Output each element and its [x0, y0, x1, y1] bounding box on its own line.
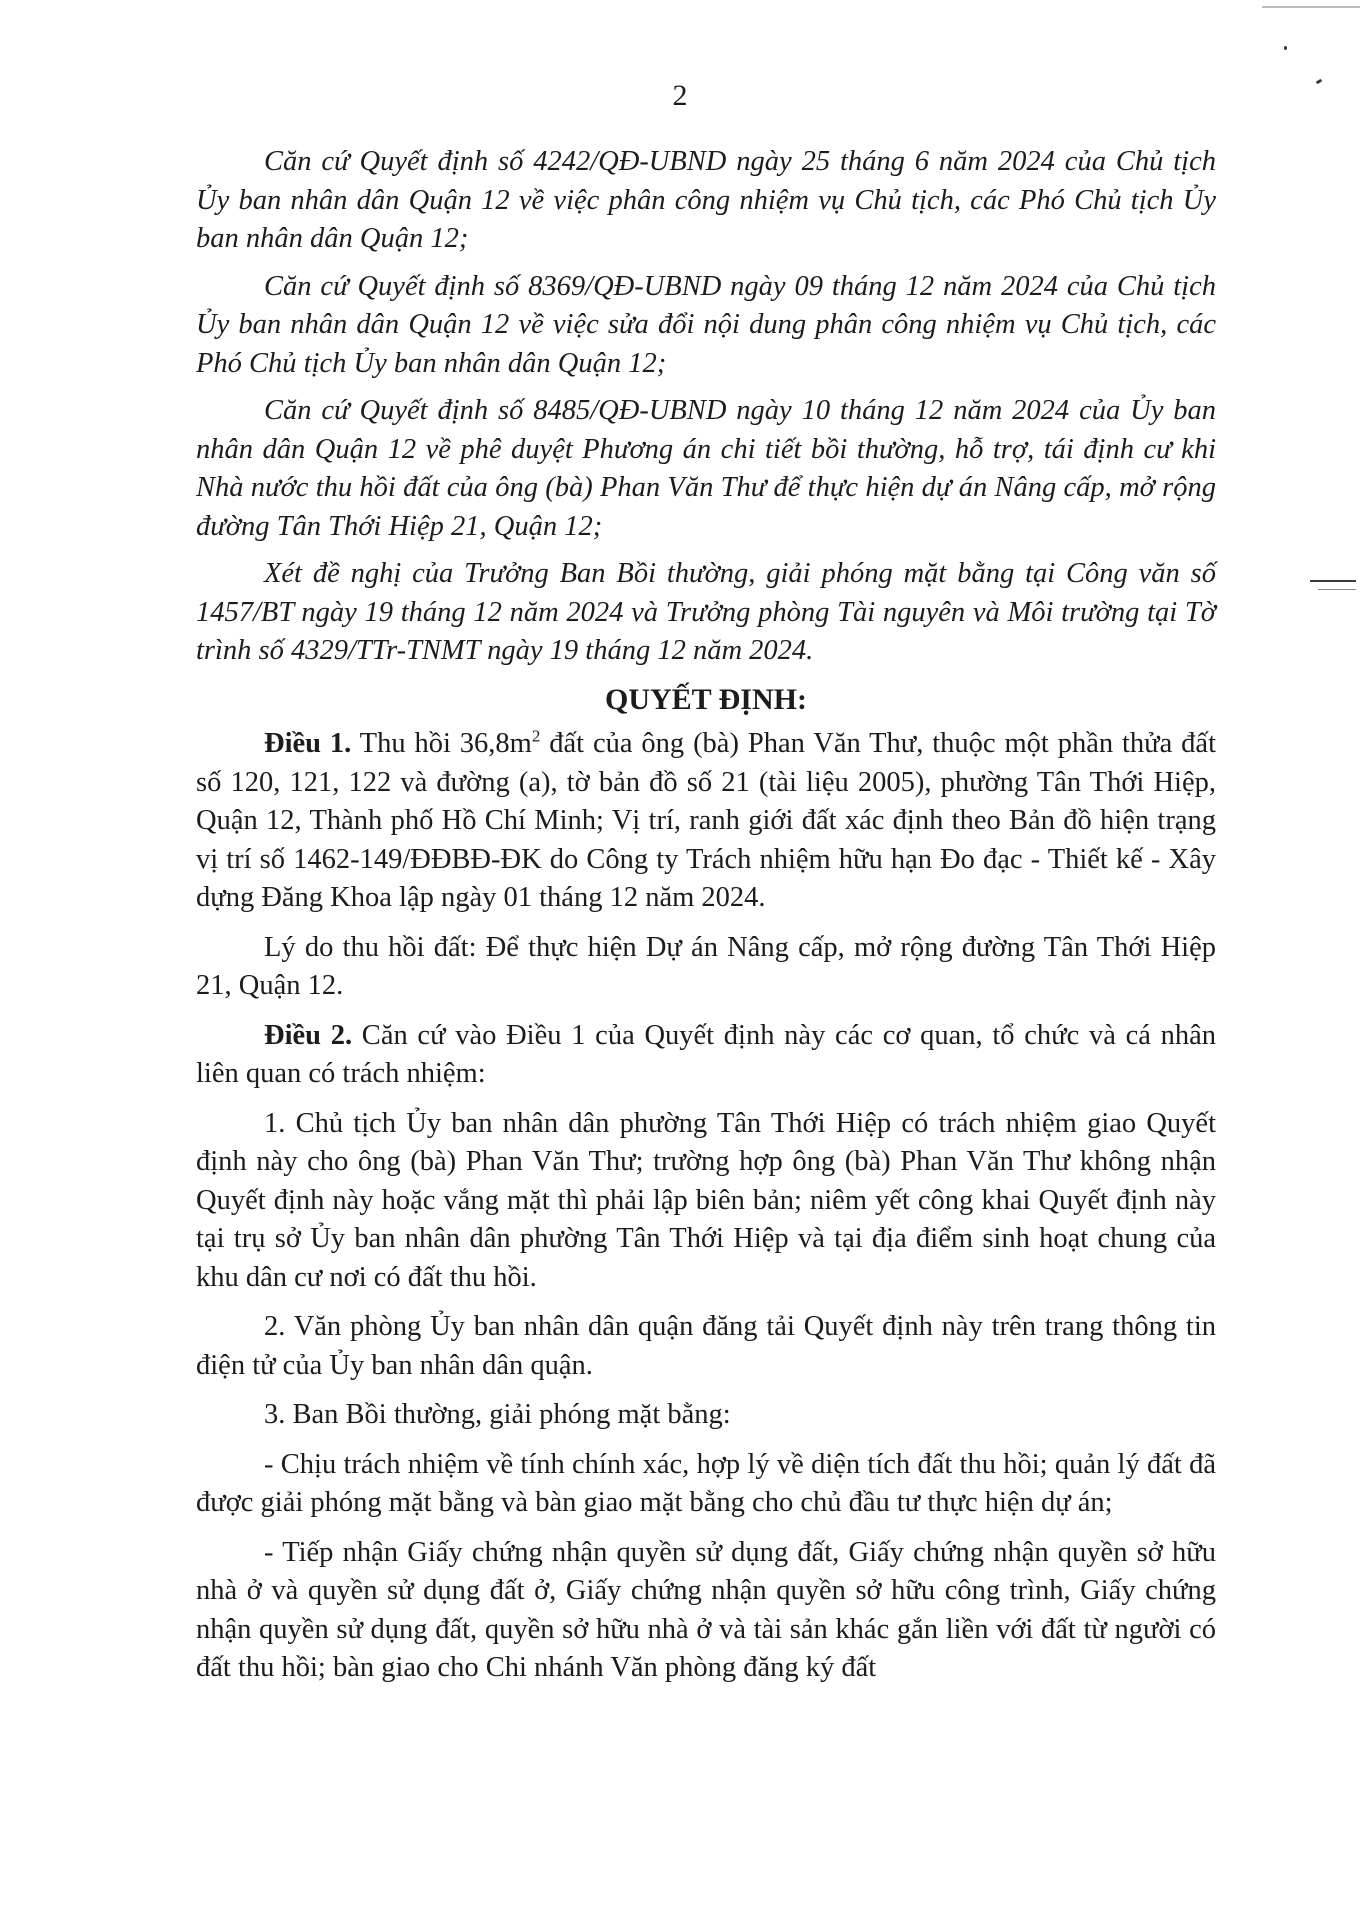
article-1-paragraph — [196, 725, 1216, 918]
article-1-text-rest: đất của ông (bà) Phan Văn Thư, thuộc một phần thửa đất số 120, 121, 122 và đường (a), tờ bản đồ số 21 (tài liệu 2005), phường Tân Thới Hiệp, Quận 12, Thành phố Hồ Chí Minh; Vị trí, ranh giới đất xác định theo Bản đồ hiện trạng vị trí số 1462-149/ĐĐBĐ-ĐK do Công ty Trách nhiệm hữu hạn Đo đạc - Thiết kế - Xây dựng Đăng Khoa lập ngày 01 tháng 12 năm 2024. — [196, 728, 1216, 913]
article-1-label: Điều 1. — [264, 728, 352, 759]
article-1-text-start: Thu hồi 36,8m — [351, 728, 532, 759]
article-2-text: Căn cứ vào Điều 1 của Quyết định này các cơ quan, tổ chức và cá nhân liên quan có trách nhiệm: — [196, 1019, 1217, 1089]
article-1-reason: Lý do thu hồi đất: Để thực hiện Dự án Nâng cấp, mở rộng đường Tân Thới Hiệp 21, Quận 12. — [196, 931, 1216, 1001]
legal-basis-paragraph: Căn cứ Quyết định số 4242/QĐ-UBND ngày 25 tháng 6 năm 2024 của Chủ tịch Ủy ban nhân dân Quận 12 về việc phân công nhiệm vụ Chủ tịch, các Phó Chủ tịch Ủy ban nhân dân Quận 12; — [196, 146, 1216, 254]
decision-heading: QUYẾT ĐỊNH: — [605, 682, 807, 716]
article-2-item: 2. Văn phòng Ủy ban nhân dân quận đăng tải Quyết định này trên trang thông tin điện tử của Ủy ban nhân dân quận. — [196, 1311, 1216, 1381]
scan-artifact-line — [1262, 6, 1360, 8]
article-2-subitem: - Tiếp nhận Giấy chứng nhận quyền sử dụng đất, Giấy chứng nhận quyền sở hữu nhà ở và quyền sử dụng đất ở, Giấy chứng nhận quyền sở hữu công trình, Giấy chứng nhận quyền sử dụng đất, quyền sở hữu nhà ở và tài sản khác gắn liền với đất từ người có đất thu hồi; bàn giao cho Chi nhánh Văn phòng đăng ký đất — [196, 1536, 1216, 1683]
page-number: 2 — [672, 79, 688, 112]
article-2-item: 1. Chủ tịch Ủy ban nhân dân phường Tân Thới Hiệp có trách nhiệm giao Quyết định này cho ông (bà) Phan Văn Thư; trường hợp ông (bà) Phan Văn Thư không nhận Quyết định này hoặc vắng mặt thì phải lập biên bản; niêm yết công khai Quyết định này tại trụ sở Ủy ban nhân dân phường Tân Thới Hiệp và tại địa điểm sinh hoạt chung của khu dân cư nơi có đất thu hồi. — [196, 1107, 1216, 1293]
article-2-subitem: - Chịu trách nhiệm về tính chính xác, hợp lý về diện tích đất thu hồi; quản lý đất đã được giải phóng mặt bằng và bàn giao mặt bằng cho chủ đầu tư thực hiện dự án; — [196, 1448, 1216, 1518]
scan-artifact-dash — [1310, 580, 1356, 582]
area-unit-superscript: 2 — [531, 726, 541, 746]
legal-basis-paragraph: Căn cứ Quyết định số 8485/QĐ-UBND ngày 10 tháng 12 năm 2024 của Ủy ban nhân dân Quận 12 về phê duyệt Phương án chi tiết bồi thường, hỗ trợ, tái định cư khi Nhà nước thu hồi đất của ông (bà) Phan Văn Thư để thực hiện dự án Nâng cấp, mở rộng đường Tân Thới Hiệp 21, Quận 12; — [196, 395, 1216, 542]
document-body — [196, 143, 1216, 1699]
article-2-item: 3. Ban Bồi thường, giải phóng mặt bằng: — [264, 1399, 731, 1430]
legal-basis-paragraph: Căn cứ Quyết định số 8369/QĐ-UBND ngày 09 tháng 12 năm 2024 của Chủ tịch Ủy ban nhân dân Quận 12 về việc sửa đổi nội dung phân công nhiệm vụ Chủ tịch, các Phó Chủ tịch Ủy ban nhân dân Quận 12; — [196, 270, 1216, 379]
article-2-paragraph — [196, 1017, 1216, 1094]
proposal-paragraph: Xét đề nghị của Trưởng Ban Bồi thường, giải phóng mặt bằng tại Công văn số 1457/BT ngày 19 tháng 12 năm 2024 và Trưởng phòng Tài nguyên và Môi trường tại Tờ trình số 4329/TTr-TNMT ngày 19 tháng 12 năm 2024. — [196, 558, 1216, 666]
scan-artifact-dot — [1284, 46, 1287, 50]
scan-artifact-dash — [1318, 589, 1356, 590]
article-2-label: Điều 2. — [264, 1019, 353, 1051]
